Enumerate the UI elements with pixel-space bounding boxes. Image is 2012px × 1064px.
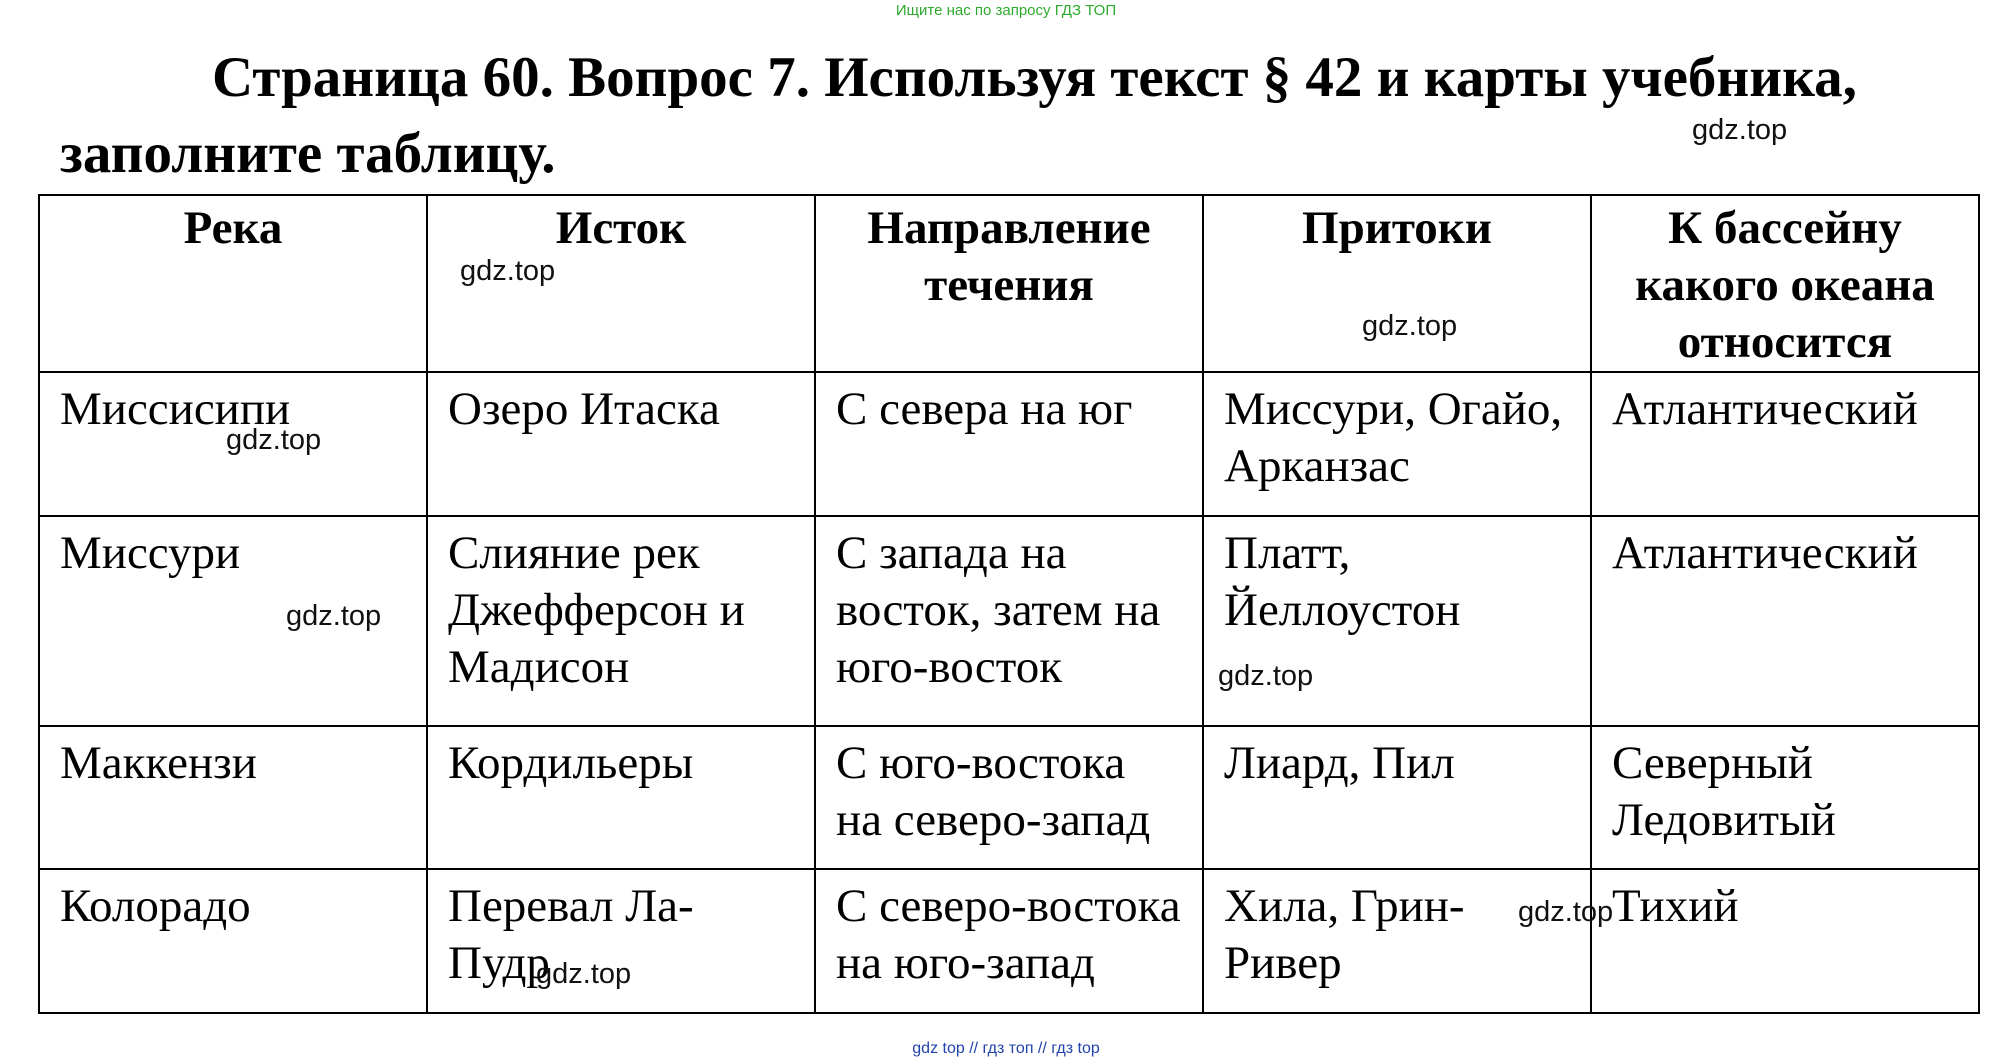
cell-source: Кордильеры [427,726,815,870]
watermark: gdz.top [536,958,632,990]
header-river: Река [39,195,427,372]
header-ocean-basin: К бассейну какого океана относится [1591,195,1979,372]
cell-river: Миссури [39,516,427,726]
cell-ocean-basin: Тихий [1591,869,1979,1013]
table-row [39,372,1979,516]
cell-ocean-basin: Атлантический [1591,372,1979,516]
cell-tributaries: Лиард, Пил [1203,726,1591,870]
task-heading-line-1: Страница 60. Вопрос 7. Используя текст § 42 и карты учебника, [212,46,1857,109]
task-heading [60,40,1960,192]
watermark: gdz.top [1518,896,1614,928]
table-header-row [39,195,1979,372]
cell-flow-direction: С северо-востока на юго-запад [815,869,1203,1013]
header-flow-direction: Направление течения [815,195,1203,372]
table-row [39,726,1979,870]
watermark: gdz.top [1218,660,1314,692]
cell-river: Маккензи [39,726,427,870]
watermark: gdz.top [1692,114,1788,146]
cell-tributaries: Миссури, Огайо, Арканзас [1203,372,1591,516]
cell-ocean-basin: Атлантический [1591,516,1979,726]
cell-ocean-basin: Северный Ледовитый [1591,726,1979,870]
header-source: Исток [427,195,815,372]
cell-source: Перевал Ла-Пудр [427,869,815,1013]
table-row [39,869,1979,1013]
cell-flow-direction: С севера на юг [815,372,1203,516]
cell-river: Колорадо [39,869,427,1013]
cell-tributaries: Хила, Грин-Ривер [1203,869,1591,1013]
header-tributaries: Притоки [1203,195,1591,372]
footer-watermark: gdz top // гдз топ // гдз top [912,1040,1100,1057]
cell-source: Озеро Итаска [427,372,815,516]
task-heading-line-2: заполните таблицу. [60,122,556,185]
cell-flow-direction: С запада на восток, затем на юго-восток [815,516,1203,726]
watermark: gdz.top [286,600,382,632]
cell-tributaries: Платт, Йеллоустон [1203,516,1591,726]
cell-river: Миссисипи [39,372,427,516]
search-hint-banner: Ищите нас по запросу ГДЗ ТОП [895,2,1117,19]
cell-flow-direction: С юго-востока на северо-запад [815,726,1203,870]
watermark: gdz.top [1362,310,1458,342]
watermark: gdz.top [460,255,556,287]
cell-source: Слияние рек Джефферсон и Мадисон [427,516,815,726]
watermark: gdz.top [226,424,322,456]
